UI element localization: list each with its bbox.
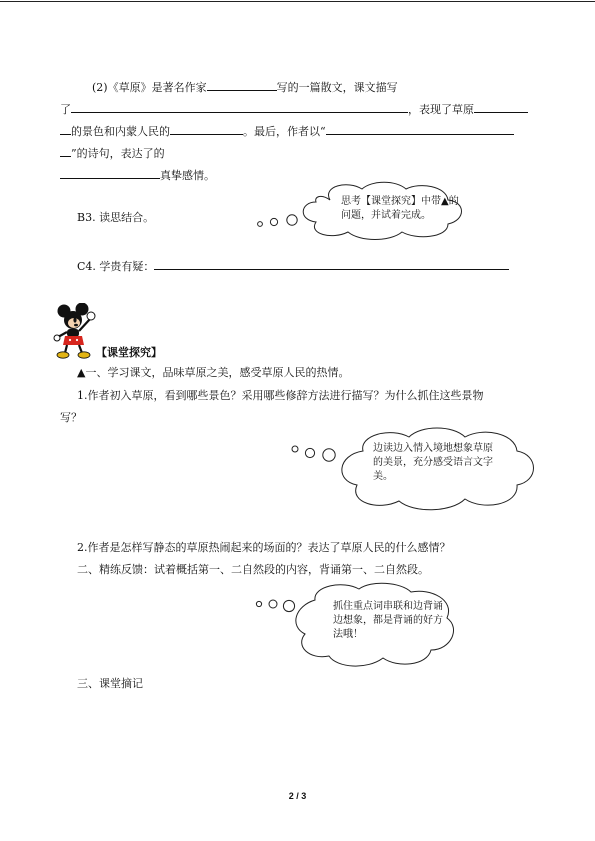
part-2-heading: 二、精练反馈：试着概括第一、二自然段的内容，背诵第一、二自然段。: [77, 563, 429, 576]
part-1-heading: ▲一、学习课文，品味草原之美，感受草原人民的热情。: [77, 366, 350, 379]
mickey-mouse-icon: [52, 303, 100, 361]
blank-poem[interactable]: [326, 123, 514, 135]
q2-text: ，表现了草原: [408, 103, 474, 116]
question-2: 2.作者是怎样写静态的草原热闹起来的场面的？表达了草原人民的什么感情？: [77, 541, 451, 554]
blank-grassland[interactable]: [474, 101, 528, 113]
q2-text: 的景色和内蒙人民的: [71, 125, 170, 138]
blank-grassland-cont[interactable]: [60, 123, 71, 135]
question-1-line-2: 写？: [60, 411, 82, 424]
q2-line-3: [60, 123, 514, 139]
section-title: 【课堂探究】: [96, 346, 162, 359]
blank-people[interactable]: [170, 123, 243, 135]
page-number: 2 / 3: [288, 791, 307, 801]
q2-text: 写的一篇散文，课文描写: [276, 81, 398, 94]
q2-text: (2)《草原》是著名作家: [92, 81, 207, 94]
c4-label: C4. 学贵有疑：: [77, 260, 155, 273]
blank-question[interactable]: [154, 258, 509, 270]
page-top-rule: [0, 1, 595, 2]
cloud-2-text: 边读边入情入境地想象草原的美景，充分感受语言文字美。: [373, 443, 493, 482]
q2-text: 真挚感情。: [160, 169, 215, 182]
blank-poem-cont[interactable]: [60, 145, 71, 157]
q2-line-2: [60, 101, 528, 117]
cloud-1-text: 思考【课堂探究】中带▲的问题，并试着完成。: [341, 196, 459, 221]
blank-description[interactable]: [71, 101, 408, 113]
q2-line-1: [92, 79, 398, 95]
q2-line-5: [60, 167, 215, 183]
q2-line-4: [60, 145, 165, 161]
blank-feeling[interactable]: [60, 167, 160, 179]
c4-line: [77, 258, 509, 274]
q2-text: ”的诗句，表达了的: [71, 147, 165, 160]
cloud-3-text: 抓住重点词串联和边背诵边想象，都是背诵的好方法哦！: [333, 601, 443, 640]
question-1-line-1: 1.作者初入草原，看到哪些景色？采用哪些修辞方法进行描写？为什么抓住这些景物: [77, 389, 484, 402]
part-3-heading: 三、课堂摘记: [77, 677, 143, 690]
q2-text: 了: [60, 103, 71, 116]
q2-text: 。最后，作者以“: [243, 125, 326, 138]
blank-author[interactable]: [207, 79, 277, 91]
b3-label: B3. 读思结合。: [77, 211, 155, 224]
